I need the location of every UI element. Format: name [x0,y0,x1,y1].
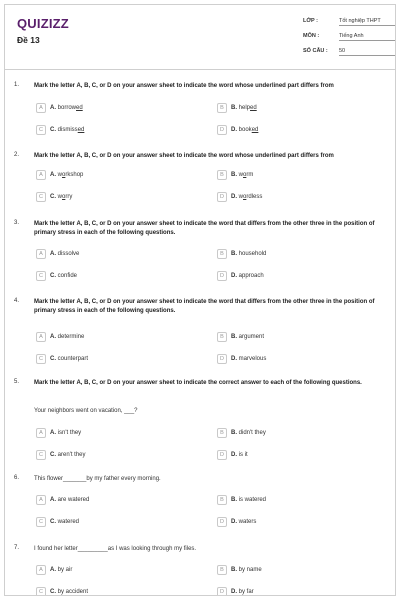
option-letter-box: A [36,249,46,259]
option-a[interactable]: A A. workshop [36,170,186,181]
option-letter-box: D [217,450,227,460]
question-stem: Mark the letter A, B, C, or D on your answer sheet to indicate the word whose underlined part differs from [34,153,334,159]
option-c[interactable]: C C. counterpart [36,354,186,365]
option-d[interactable]: D D. marvelous [217,354,367,365]
option-letter-box: A [36,428,46,438]
header-divider [5,69,395,70]
question-stem: Mark the letter A, B, C, or D on your answer sheet to indicate the correct answer to each of the following questions. [34,380,362,386]
option-letter-box: B [217,170,227,180]
option-letter-box: B [217,495,227,505]
quizizz-logo: QUIZIZZ [17,16,69,31]
option-letter-box: A [36,103,46,113]
option-letter-box: D [217,271,227,281]
question-stem: Mark the letter A, B, C, or D on your answer sheet to indicate the word that differs from the other three in the position of primary stress in each of the following questions. [34,221,375,236]
option-c[interactable]: C C. by accident [36,587,186,596]
question-number: 6. [14,475,20,481]
option-d[interactable]: D D. by far [217,587,367,596]
question-number: 1. [14,82,20,88]
meta-count-key: SỐ CÂU : [303,48,328,54]
option-letter-box: B [217,103,227,113]
option-b[interactable]: B B. argument [217,332,367,343]
option-letter-box: B [217,332,227,342]
option-letter-box: C [36,354,46,364]
option-letter-box: C [36,125,46,135]
option-a[interactable]: A A. dissolve [36,249,186,260]
option-letter-box: A [36,565,46,575]
option-c[interactable]: C C. aren't they [36,450,186,461]
option-letter-box: A [36,495,46,505]
option-c[interactable]: C C. confide [36,271,186,282]
option-a[interactable]: A A. borrowed [36,103,186,114]
worksheet-page [4,4,396,596]
question-prompt: I found her letter_________as I was looking through my files. [34,546,197,552]
question-prompt: Your neighbors went on vacation, ___? [34,408,138,414]
option-b[interactable]: B B. helped [217,103,367,114]
option-c[interactable]: C C. worry [36,192,186,203]
question-stem: Mark the letter A, B, C, or D on your answer sheet to indicate the word whose underlined part differs from [34,83,334,89]
option-letter-box: A [36,170,46,180]
option-letter-box: D [217,354,227,364]
option-letter-box: C [36,450,46,460]
meta-class-key: LỚP : [303,18,318,24]
question-number: 3. [14,220,20,226]
option-letter-box: C [36,587,46,596]
option-b[interactable]: B B. household [217,249,367,260]
meta-class-value: Tốt nghiệp THPT [339,18,396,26]
option-letter-box: D [217,517,227,527]
option-letter-box: A [36,332,46,342]
meta-count-value: 50 [339,48,396,56]
option-b[interactable]: B B. is watered [217,495,367,506]
question-prompt: This flower_______by my father every morning. [34,476,161,482]
option-c[interactable]: C C. watered [36,517,186,528]
option-b[interactable]: B B. worm [217,170,367,181]
option-a[interactable]: A A. isn't they [36,428,186,439]
option-letter-box: C [36,192,46,202]
meta-subject-key: MÔN : [303,33,320,39]
option-c[interactable]: C C. dismissed [36,125,186,136]
question-stem: Mark the letter A, B, C, or D on your answer sheet to indicate the word that differs from the other three in the position of primary stress in each of the following questions. [34,299,375,314]
option-letter-box: B [217,565,227,575]
option-a[interactable]: A A. determine [36,332,186,343]
option-letter-box: B [217,249,227,259]
option-letter-box: D [217,587,227,596]
option-letter-box: C [36,271,46,281]
question-number: 4. [14,298,20,304]
document-title: Đề 13 [17,35,40,45]
option-d[interactable]: D D. wordless [217,192,367,203]
option-letter-box: D [217,125,227,135]
question-number: 7. [14,545,20,551]
question-number: 5. [14,379,20,385]
question-number: 2. [14,152,20,158]
option-b[interactable]: B B. by name [217,565,367,576]
option-letter-box: D [217,192,227,202]
option-d[interactable]: D D. waters [217,517,367,528]
option-d[interactable]: D D. is it [217,450,367,461]
option-d[interactable]: D D. booked [217,125,367,136]
option-a[interactable]: A A. by air [36,565,186,576]
option-d[interactable]: D D. approach [217,271,367,282]
option-a[interactable]: A A. are watered [36,495,186,506]
option-letter-box: B [217,428,227,438]
meta-subject-value: Tiếng Anh [339,33,396,41]
option-b[interactable]: B B. didn't they [217,428,367,439]
option-letter-box: C [36,517,46,527]
